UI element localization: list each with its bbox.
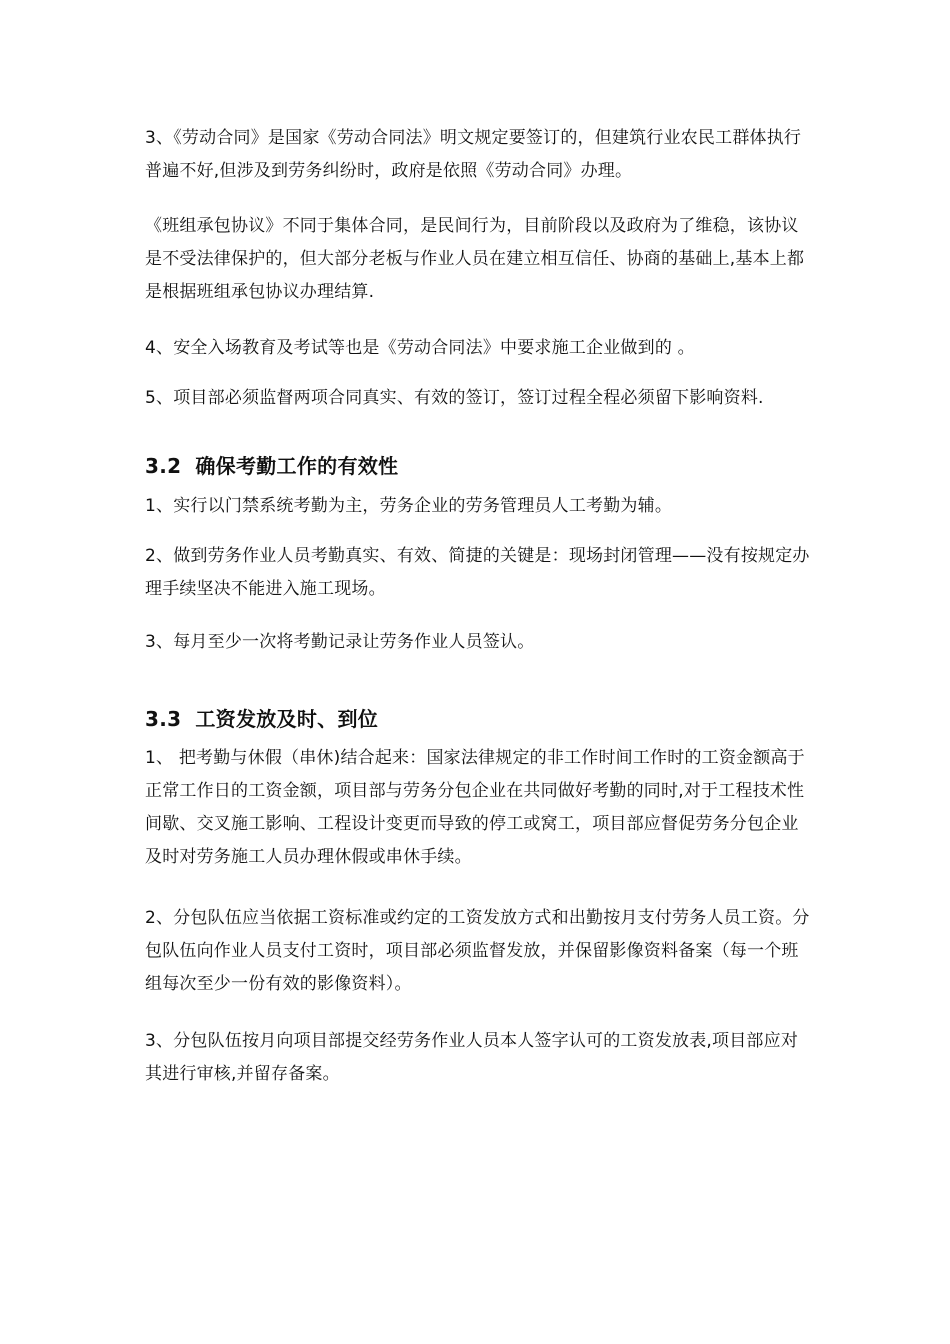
list-item: 1、 把考勤与休假（串休)结合起来：国家法律规定的非工作时间工作时的工资金额高于正常工作日的工资金额，项目部与劳务分包企业在共同做好考勤的同时,对于工程技术性间歇、交叉施工影响、工程设计变更而导致的停工或窝工，项目部应督促劳务分包企业及时对劳务施工人员办理休假或串休手续。 — [145, 748, 805, 867]
list-item: 1、实行以门禁系统考勤为主，劳务企业的劳务管理员人工考勤为辅。 — [145, 496, 673, 516]
paragraph-labor-contract: 3、《劳动合同》是国家《劳动合同法》明文规定要签订的，但建筑行业农民工群体执行普遍不好,但涉及到劳务纠纷时，政府是依照《劳动合同》办理。 — [145, 128, 802, 181]
section-title: 工资发放及时、到位 — [195, 707, 379, 731]
section-number: 3.2 — [145, 454, 182, 478]
paragraph-contract-supervision: 5、项目部必须监督两项合同真实、有效的签订，签订过程全程必须留下影响资料. — [145, 388, 764, 408]
list-item: 2、做到劳务作业人员考勤真实、有效、简捷的关键是：现场封闭管理——没有按规定办理手续坚决不能进入施工现场。 — [145, 546, 810, 599]
paragraph-safety-education: 4、安全入场教育及考试等也是《劳动合同法》中要求施工企业做到的 。 — [145, 338, 695, 358]
list-item: 3、每月至少一次将考勤记录让劳务作业人员签认。 — [145, 632, 535, 652]
list-item: 2、分包队伍应当依据工资标准或约定的工资发放方式和出勤按月支付劳务人员工资。分包队伍向作业人员支付工资时，项目部必须监督发放，并保留影像资料备案（每一个班组每次至少一份有效的影像资料）。 — [145, 908, 810, 994]
list-item: 3、分包队伍按月向项目部提交经劳务作业人员本人签字认可的工资发放表,项目部应对其进行审核,并留存备案。 — [145, 1031, 799, 1084]
section-heading-3-2 — [145, 452, 398, 480]
section-title: 确保考勤工作的有效性 — [195, 454, 399, 478]
section-number: 3.3 — [145, 707, 182, 731]
paragraph-team-agreement: 《班组承包协议》不同于集体合同，是民间行为，目前阶段以及政府为了维稳，该协议是不受法律保护的，但大部分老板与作业人员在建立相互信任、协商的基础上,基本上都是根据班组承包协议办理结算. — [145, 216, 805, 302]
section-heading-3-3 — [145, 705, 378, 733]
